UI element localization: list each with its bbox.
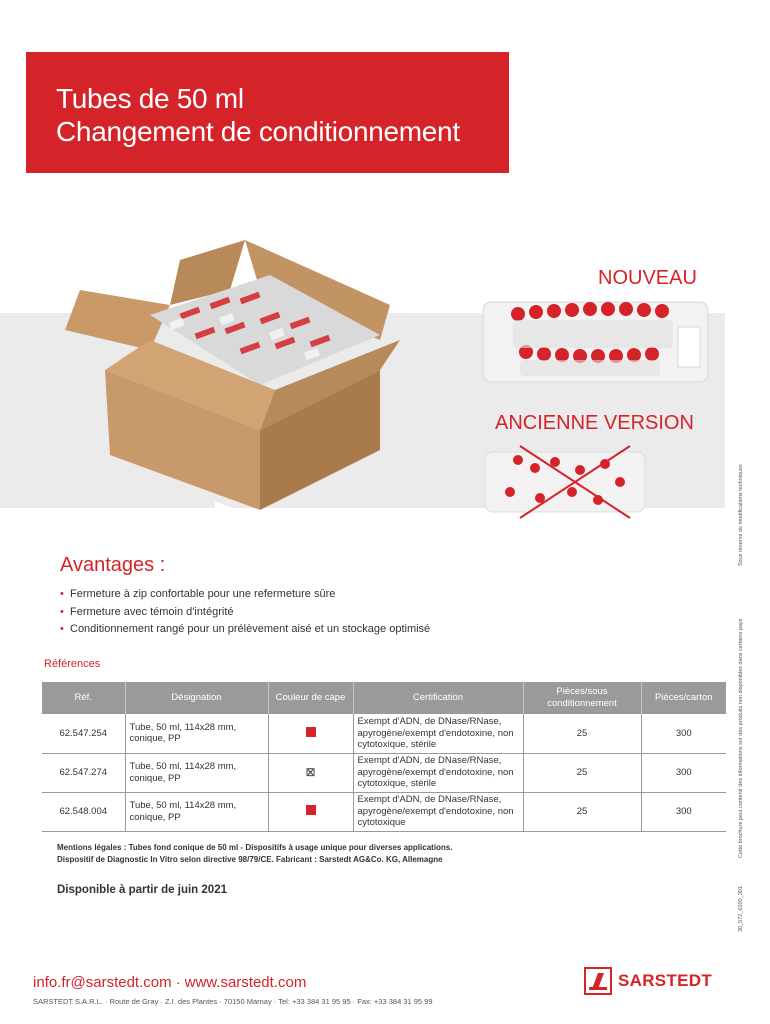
- cell-per-carton: 300: [641, 714, 726, 753]
- advantage-item: • Conditionnement rangé pour un prélèvement aisé et un stockage optimisé: [60, 621, 430, 639]
- old-packaging-image: [480, 440, 655, 520]
- side-availability-note: Cette brochure peut contenir des informations sur des produits non disponibles dans certains pays: [738, 618, 744, 858]
- cell-certification: Exempt d'ADN, de DNase/RNase, apyrogène/exempt d'endotoxine, non cytotoxique: [353, 792, 523, 831]
- page-title-line-2: Changement de conditionnement: [56, 116, 460, 147]
- legal-notice: [57, 842, 452, 865]
- advantage-item: • Fermeture avec témoin d'intégrité: [60, 604, 430, 622]
- legal-line-2: Dispositif de Diagnostic In Vitro selon directive 98/79/CE. Fabricant : Sarstedt AG&Co. KG, Allemagne: [57, 854, 443, 864]
- cell-per-pack: 25: [523, 753, 641, 792]
- cell-cap-color: [268, 792, 353, 831]
- advantages-title: Avantages :: [60, 554, 166, 576]
- references-title: Références: [44, 658, 101, 670]
- column-header-per-pack: Pièces/sous conditionnement: [523, 682, 641, 714]
- page-title-line-1: Tubes de 50 ml: [56, 83, 244, 114]
- cell-ref: 62.547.254: [42, 714, 125, 753]
- cell-designation: Tube, 50 ml, 114x28 mm, conique, PP: [125, 714, 268, 753]
- column-header-designation: Désignation: [125, 682, 268, 714]
- table-row: [42, 753, 726, 792]
- side-disclaimer: Sous réserve de modifications techniques: [738, 464, 744, 566]
- cell-per-carton: 300: [641, 753, 726, 792]
- advantages-list: [60, 586, 430, 639]
- bullet-icon: •: [60, 623, 64, 635]
- table-header-row: [42, 682, 726, 714]
- column-header-cap-color: Couleur de cape: [268, 682, 353, 714]
- new-version-label: NOUVEAU: [598, 267, 697, 289]
- cell-ref: 62.547.274: [42, 753, 125, 792]
- bullet-icon: •: [60, 588, 64, 600]
- old-version-label: ANCIENNE VERSION: [495, 412, 694, 434]
- red-cap-swatch-icon: [306, 727, 316, 737]
- red-cap-swatch-icon: [306, 805, 316, 815]
- separator: ·: [175, 974, 181, 991]
- cell-designation: Tube, 50 ml, 114x28 mm, conique, PP: [125, 792, 268, 831]
- cell-per-carton: 300: [641, 792, 726, 831]
- cell-per-pack: 25: [523, 792, 641, 831]
- bullet-icon: •: [60, 605, 64, 618]
- cell-ref: 62.548.004: [42, 792, 125, 831]
- website-link[interactable]: www.sarstedt.com: [184, 974, 307, 991]
- cell-certification: Exempt d'ADN, de DNase/RNase, apyrogène/exempt d'endotoxine, non cytotoxique, stérile: [353, 714, 523, 753]
- side-doc-code: 30_572_0100_301: [738, 886, 744, 932]
- sarstedt-logo: [584, 967, 712, 995]
- email-link[interactable]: info.fr@sarstedt.com: [33, 974, 172, 991]
- brand-name: SARSTEDT: [618, 971, 713, 990]
- table-row: [42, 714, 726, 753]
- table-row: [42, 792, 726, 831]
- cell-cap-color: [268, 714, 353, 753]
- column-header-per-carton: Pièces/carton: [641, 682, 726, 714]
- references-table: [42, 682, 726, 832]
- column-header-ref: Réf.: [42, 682, 125, 714]
- sarstedt-logo-icon: [584, 967, 612, 995]
- column-header-certification: Certification: [353, 682, 523, 714]
- advantage-item: • Fermeture à zip confortable pour une refermeture sûre: [60, 586, 430, 604]
- footer-contact: [33, 974, 306, 991]
- cell-per-pack: 25: [523, 714, 641, 753]
- cardboard-box-image: [60, 220, 410, 520]
- cell-designation: Tube, 50 ml, 114x28 mm, conique, PP: [125, 753, 268, 792]
- footer-address: SARSTEDT S.A.R.L. · Route de Gray · Z.I. des Plantes · 70150 Marnay · Tel: +33 384 31 95 95 · Fax: +33 384 31 95 99: [33, 997, 433, 1006]
- legal-line-1: Mentions légales : Tubes fond conique de 50 ml - Dispositifs à usage unique pour diverses applications.: [57, 843, 453, 852]
- cell-certification: Exempt d'ADN, de DNase/RNase, apyrogène/exempt d'endotoxine, non cytotoxique, stérile: [353, 753, 523, 792]
- cell-cap-color: [268, 753, 353, 792]
- crossed-box-icon: ⊠: [305, 764, 316, 779]
- availability-date: Disponible à partir de juin 2021: [57, 884, 227, 896]
- title-banner: [26, 52, 509, 173]
- new-packaging-image: [478, 292, 713, 392]
